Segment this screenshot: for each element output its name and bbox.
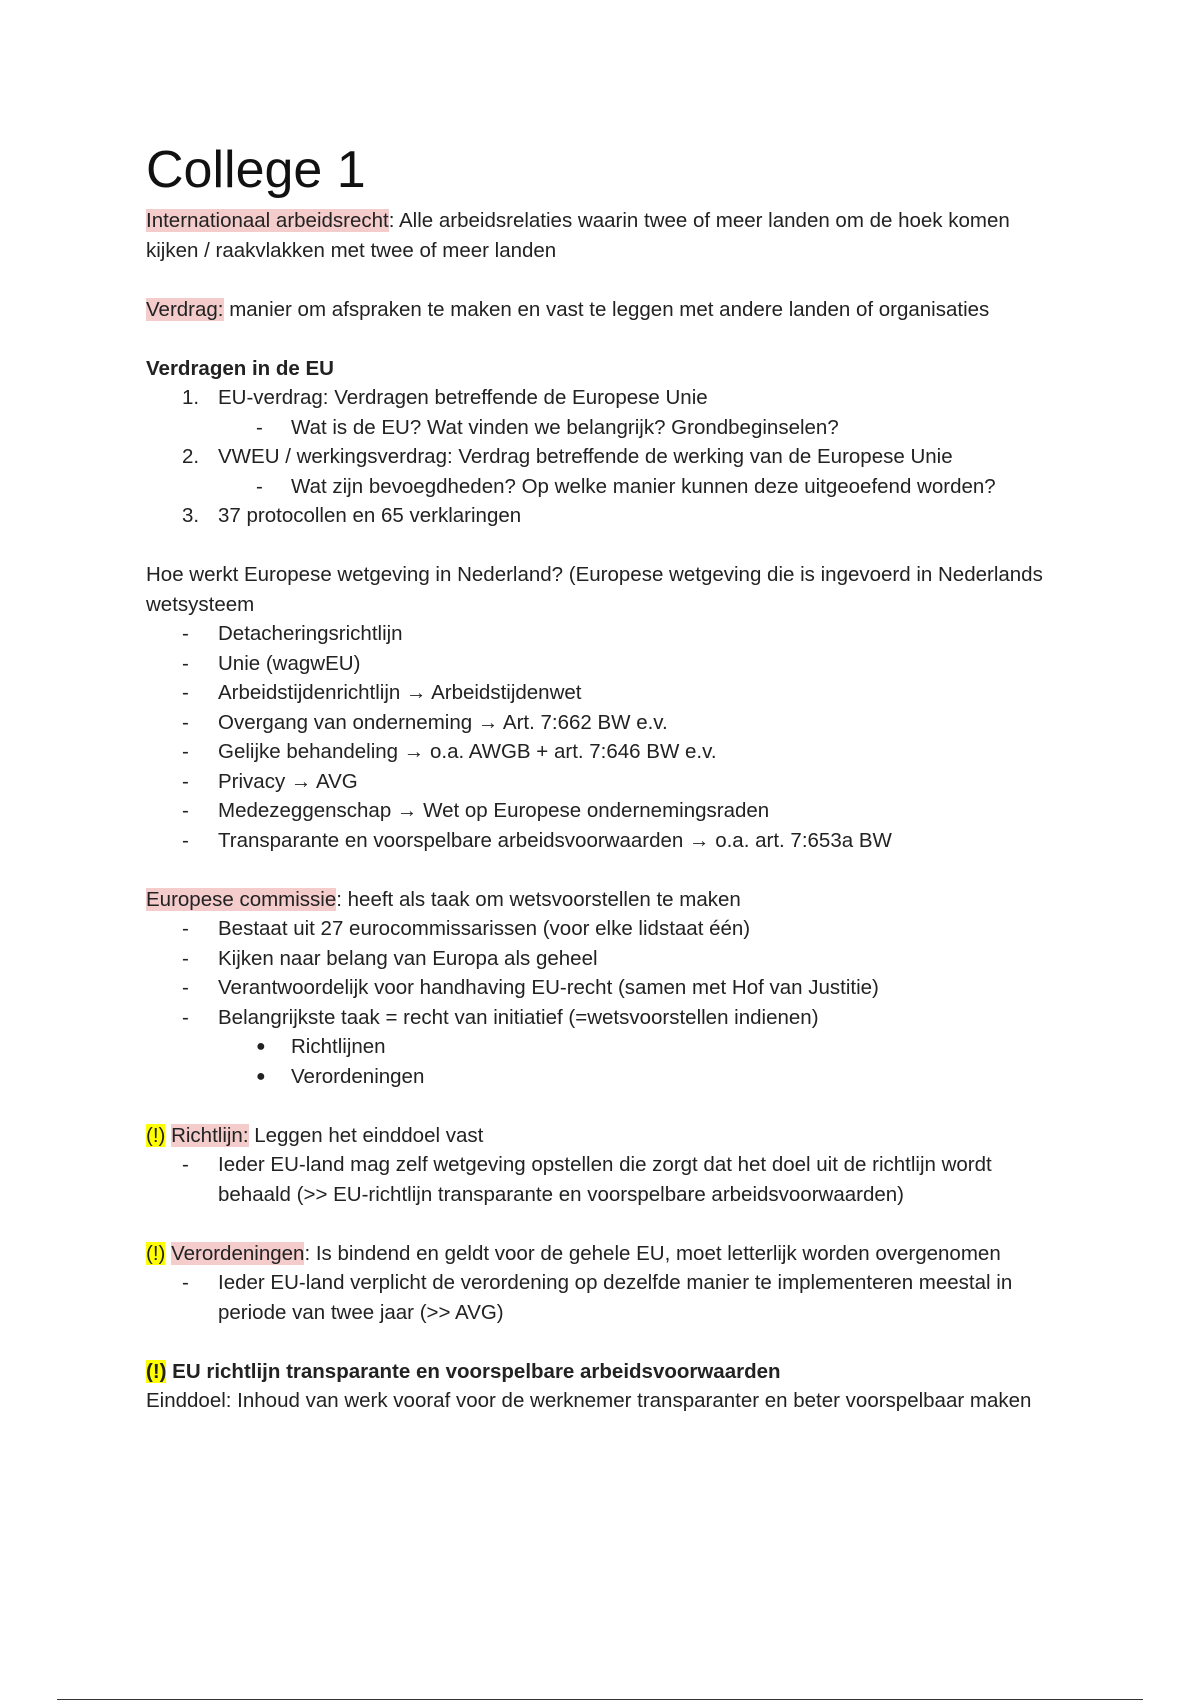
term-highlight: Verordeningen [171,1241,305,1265]
dash-marker: - [182,710,189,734]
intl-text: : Alle arbeidsrelaties waarin twee of meer landen om de hoek komen kijken / raakvlakken met twee of meer landen [146,209,1010,262]
dash-marker: - [182,799,189,822]
list-item [146,796,1066,826]
list-subitem-text: Richtlijnen [291,1035,386,1058]
bullet-icon: ● [256,1067,266,1085]
list-item-text: Gelijke behandeling → o.a. AWGB + art. 7:646 BW e.v. [218,740,717,763]
warning-flag: (!) [146,1359,167,1383]
commission-text: : heeft als taak om wetsvoorstellen te maken [336,887,741,911]
dash-marker: - [182,622,189,645]
list-item [146,737,1066,767]
dash-list-richtlijn [146,1150,1066,1209]
list-item-text: Belangrijkste taak = recht van initiatief (=wetsvoorstellen indienen) [218,1005,819,1029]
dash-marker: - [182,651,189,675]
intl-paragraph [146,206,1066,265]
term-highlight: Verdrag: [146,297,224,321]
list-item-text: Privacy → AVG [218,769,358,793]
list-item-text: Medezeggenschap → Wet op Europese ondernemingsraden [218,799,770,822]
list-number: 1. [182,386,200,409]
section-heading-verdragen: Verdragen in de EU [146,356,334,380]
list-item [146,944,1066,974]
list-item-text: Overgang van onderneming → Art. 7:662 BW e.v. [218,710,668,734]
verdrag-paragraph [146,295,1066,325]
page-title: College 1 [146,141,366,199]
dash-marker: - [182,828,189,852]
list-subitem-text: Verordeningen [291,1064,425,1088]
list-item-text: Kijken naar belang van Europa als geheel [218,946,598,970]
eu-richtlijn-heading: EU richtlijn transparante en voorspelbare arbeidsvoorwaarden [166,1359,781,1383]
dash-marker: - [182,917,189,940]
list-item [146,1268,1066,1327]
dash-list-commission [146,914,1066,1091]
term-highlight: Internationaal arbeidsrecht [146,209,389,232]
list-item-text: Arbeidstijdenrichtlijn → Arbeidstijdenwet [218,681,582,704]
list-item-text: Ieder EU-land verplicht de verordening op dezelfde manier te implementeren meestal in periode van twee jaar (>> AVG) [218,1271,1013,1324]
list-item-text: EU-verdrag: Verdragen betreffende de Europese Unie [218,386,708,409]
list-item [146,1150,1066,1209]
list-item [146,619,1066,649]
eu-richtlijn-text: Einddoel: Inhoud van werk vooraf voor de werknemer transparanter en beter voorspelbaar maken [146,1389,1032,1412]
dash-marker: - [182,946,189,970]
list-item-text: 37 protocollen en 65 verklaringen [218,504,522,527]
nl-question: Hoe werkt Europese wetgeving in Nederland? (Europese wetgeving die is ingevoerd in Nederlands wetsysteem [146,563,1043,616]
list-item-text: Unie (wagwEU) [218,651,361,675]
dash-marker: - [182,1153,189,1176]
list-subitem-text: Wat zijn bevoegdheden? Op welke manier kunnen deze uitgeoefend worden? [291,474,996,498]
dash-marker: - [182,1005,189,1029]
dash-marker: - [182,976,189,999]
dash-marker: - [256,415,263,439]
dash-marker: - [182,740,189,763]
list-item-text: Transparante en voorspelbare arbeidsvoorwaarden → o.a. art. 7:653a BW [218,828,892,852]
list-item [146,678,1066,708]
list-item [146,501,1066,531]
richtlijn-paragraph [146,1121,1066,1151]
richtlijn-text: Leggen het einddoel vast [248,1123,484,1147]
numbered-list-treaties [146,383,1066,531]
dash-marker: - [256,474,263,498]
verordening-paragraph [146,1239,1066,1269]
warning-flag: (!) [146,1241,166,1265]
list-item [146,914,1066,944]
list-item [146,973,1066,1003]
section-heading-eu-richtlijn [146,1357,1066,1387]
commission-paragraph [146,885,1066,915]
list-subitem [146,1032,1066,1062]
dash-list-verordening [146,1268,1066,1327]
list-item-text: Ieder EU-land mag zelf wetgeving opstellen die zorgt dat het doel uit de richtlijn wordt behaald (>> EU-richtlijn transparante en voorspelbare arbeidsvoorwaarden) [218,1153,992,1206]
list-item [146,708,1066,738]
list-subitem [146,413,1066,443]
list-subitem [146,1062,1066,1092]
term-highlight: Europese commissie [146,887,337,911]
document-page [146,140,1066,1416]
dash-list-nl [146,619,1066,855]
list-subitem [146,472,1066,502]
dash-marker: - [182,769,189,793]
list-number: 3. [182,504,200,527]
bullet-icon: ● [256,1038,266,1055]
list-item [146,767,1066,797]
list-item [146,826,1066,856]
list-item [146,383,1066,413]
dash-marker: - [182,681,189,704]
warning-flag: (!) [146,1123,166,1147]
list-item-text: Verantwoordelijk voor handhaving EU-recht (samen met Hof van Justitie) [218,976,879,999]
verordening-text: : Is bindend en geldt voor de gehele EU, moet letterlijk worden overgenomen [304,1241,1001,1265]
list-item [146,442,1066,472]
dash-marker: - [182,1271,189,1294]
list-number: 2. [182,445,200,468]
verdrag-text: manier om afspraken te maken en vast te leggen met andere landen of organisaties [223,297,990,321]
list-item [146,1003,1066,1033]
list-item-text: VWEU / werkingsverdrag: Verdrag betreffende de werking van de Europese Unie [218,445,953,468]
list-item-text: Detacheringsrichtlijn [218,622,403,645]
list-subitem-text: Wat is de EU? Wat vinden we belangrijk? Grondbeginselen? [291,415,839,439]
list-item-text: Bestaat uit 27 eurocommissarissen (voor elke lidstaat één) [218,917,751,940]
term-highlight: Richtlijn: [171,1123,249,1147]
list-item [146,649,1066,679]
